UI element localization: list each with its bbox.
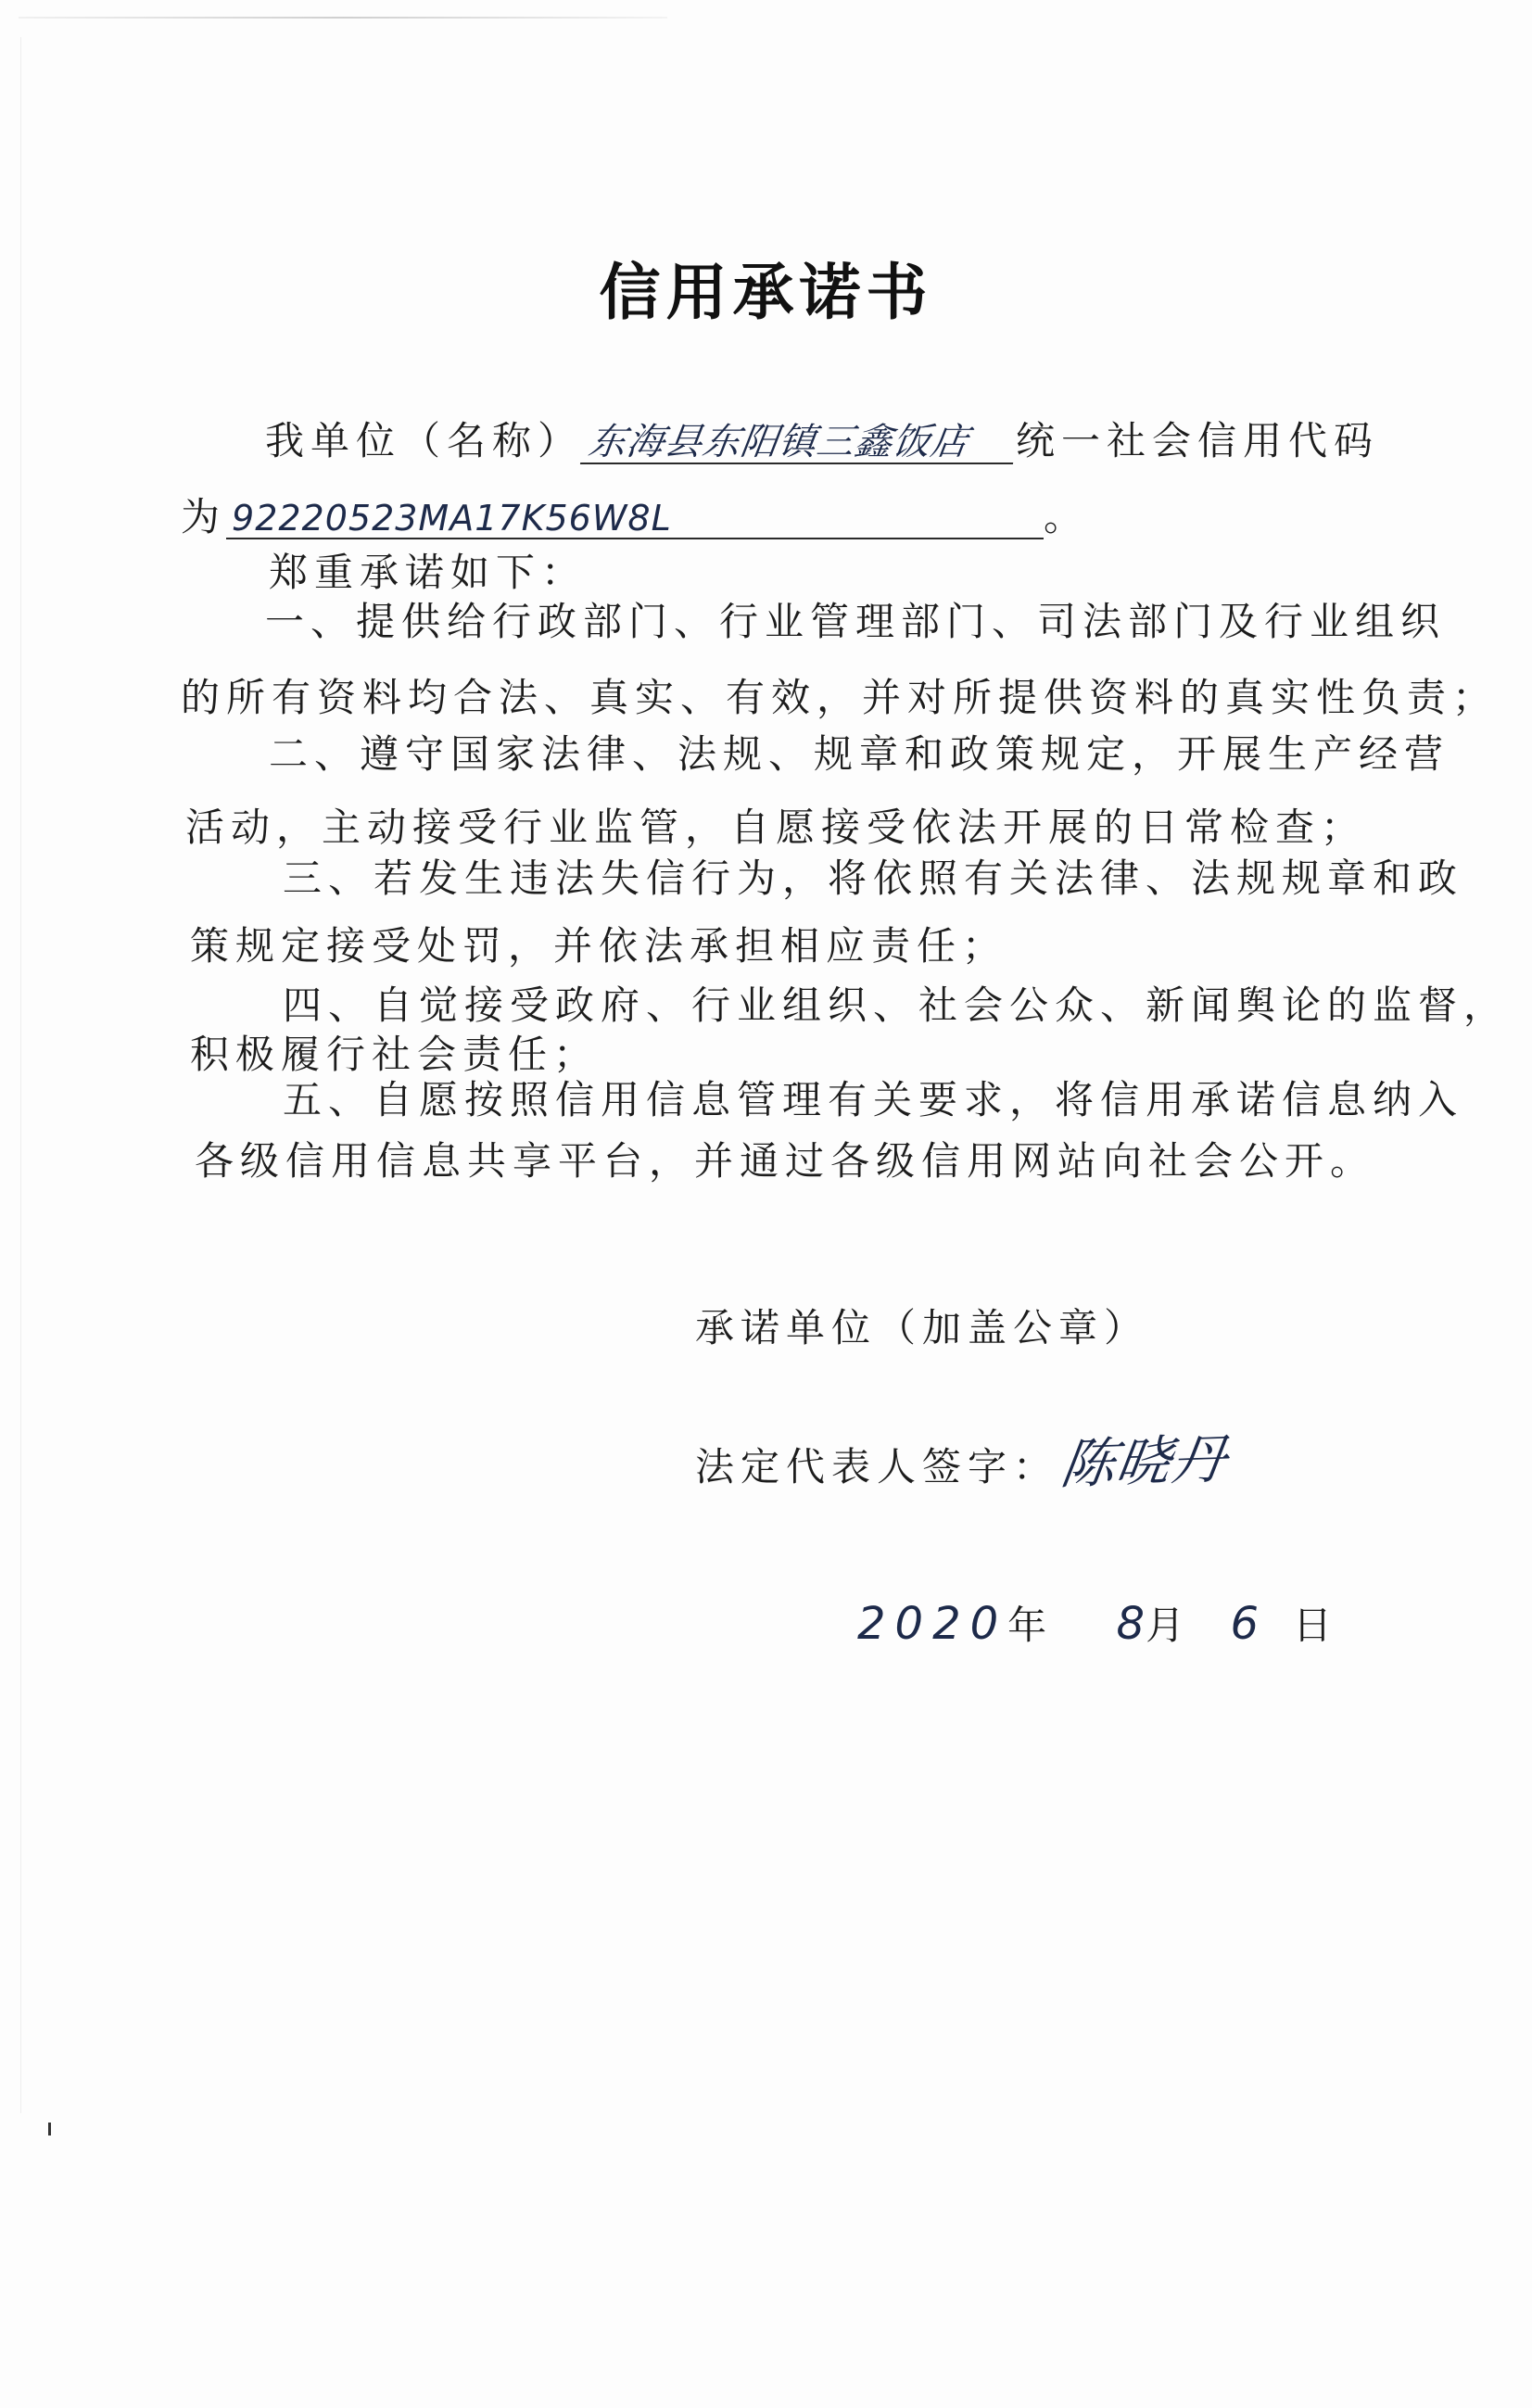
code-prefix: 为 — [181, 494, 227, 539]
unit-name-handwritten: 东海县东阳镇三鑫饭店 — [580, 424, 1019, 464]
scan-artifact-top — [19, 17, 667, 19]
clause-line: 三、若发生违法失信行为，将依照有关法律、法规规章和政 — [283, 855, 1464, 901]
unit-seal-label: 承诺单位（加盖公章） — [695, 1305, 1150, 1350]
scan-artifact-mark — [48, 2123, 51, 2136]
date-year-char: 年 — [1007, 1603, 1054, 1648]
representative-label: 法定代表人签字： — [695, 1444, 1059, 1489]
document-title: 信用承诺书 — [599, 256, 933, 328]
clause-line: 二、遵守国家法律、法规、规章和政策规定，开展生产经营 — [269, 731, 1450, 777]
clause-line: 积极履行社会责任； — [190, 1032, 600, 1077]
intro-prefix: 我单位（名称） — [265, 418, 584, 463]
date-day-char: 日 — [1293, 1603, 1339, 1648]
credit-code-handwritten: 92220523MA17K56W8L — [226, 501, 1044, 539]
clause-line: 各级信用信息共享平台，并通过各级信用网站向社会公开。 — [195, 1138, 1376, 1184]
intro-suffix: 统一社会信用代码 — [1016, 418, 1380, 463]
clause-line: 一、提供给行政部门、行业管理部门、司法部门及行业组织 — [265, 599, 1447, 644]
intro-line — [265, 418, 1380, 464]
scan-artifact-edge — [20, 37, 21, 2113]
date-day: 6 — [1230, 1598, 1260, 1650]
clause-line: 四、自觉接受政府、行业组织、社会公众、新闻舆论的监督， — [283, 982, 1510, 1028]
date-month: 8 — [1116, 1598, 1146, 1650]
code-suffix: 。 — [1044, 494, 1090, 539]
signing-date — [857, 1598, 1339, 1650]
date-year: 2020 — [857, 1598, 1008, 1650]
clause-line: 的所有资料均合法、真实、有效，并对所提供资料的真实性负责； — [181, 675, 1499, 720]
clause-line: 活动，主动接受行业监管，自愿接受依法开展的日常检查； — [185, 805, 1367, 850]
representative-signature-line — [695, 1426, 1232, 1497]
pledge-heading: 郑重承诺如下： — [269, 550, 588, 595]
code-line — [181, 494, 1090, 539]
representative-signature: 陈晓丹 — [1057, 1426, 1232, 1497]
date-month-char: 月 — [1146, 1603, 1192, 1648]
clause-line: 策规定接受处罚，并依法承担相应责任； — [190, 923, 1008, 969]
clause-line: 五、自愿按照信用信息管理有关要求，将信用承诺信息纳入 — [283, 1077, 1464, 1122]
